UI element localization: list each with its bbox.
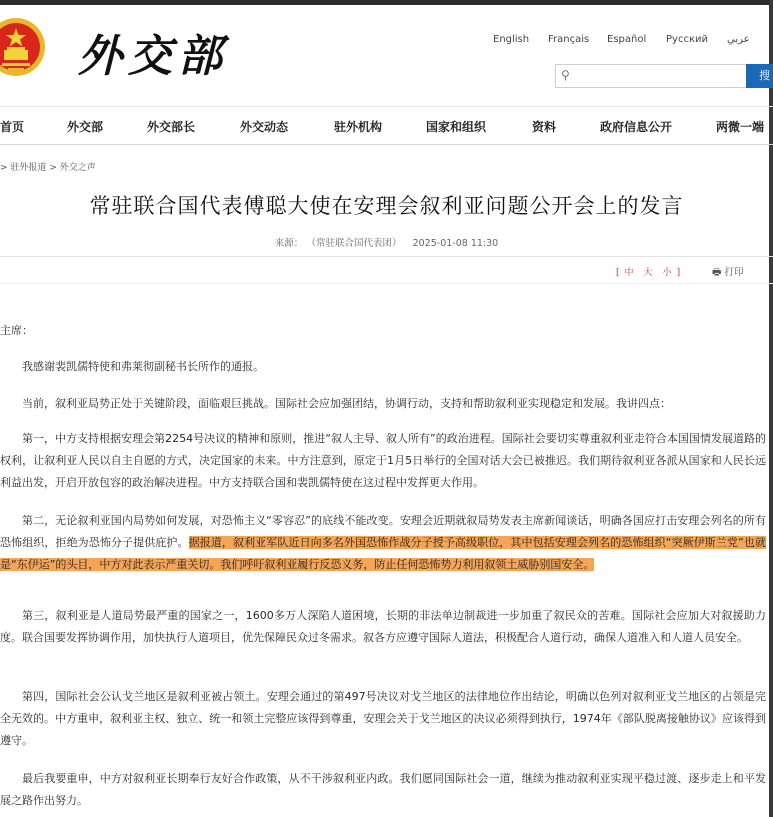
paragraph-text: 第二，无论叙利亚国内局势如何发展，对恐怖主义“零容忍”的底线不能改变。安理会近期就叙局势发表主席新闻谈话，明确各国应打击安理会列名的所有恐怖组织，拒绝为恐怖分子提供庇护。 <box>0 514 766 549</box>
window-edge <box>769 0 773 817</box>
article-paragraph: 第三，叙利亚是人道局势最严重的国家之一，1600多万人深陷人道困境，长期的非法单边制裁进一步加重了叙民众的苦难。国际社会应加大对叙援助力度。联合国要发挥协调作用，加快执行人道项目，优先保障民众过冬需求。叙各方应遵守国际人道法，积极配合人道行动，确保人道准入和人道人员安全。 <box>0 609 766 644</box>
article-paragraph: 第一，中方支持根据安理会第2254号决议的精神和原则，推进“叙人主导、叙人所有”的政治进程。国际社会要切实尊重叙利亚走符合本国国情发展道路的权利，让叙利亚人民以自主自愿的方式，决定国家的未来。中方注意到，原定于1月5日举行的全国对话大会已被推迟。我们期待叙利亚各派从国家和人民长远利益出发，开启开放包容的政治解决进程。中方支持联合国和裴凯儒特使在这过程中发挥更大作用。 <box>0 432 766 489</box>
article-paragraph: 当前，叙利亚局势正处于关键阶段，面临艰巨挑战。国际社会应加强团结，协调行动，支持和帮助叙利亚实现稳定和发展。我讲四点： <box>22 397 671 410</box>
breadcrumb-separator: > <box>0 163 8 173</box>
breadcrumb-item-reports[interactable]: 驻外报道 <box>10 163 47 173</box>
top-border <box>0 0 773 5</box>
nav-item-minister[interactable]: 外交部长 <box>147 120 196 134</box>
search-input[interactable] <box>555 64 747 88</box>
search-icon: ⚲ <box>561 68 570 82</box>
nav-item-ministry[interactable]: 外交部 <box>67 120 104 134</box>
nav-item-news[interactable]: 外交动态 <box>240 120 289 134</box>
article-paragraph: 我感谢裴凯儒特使和弗莱彻副秘书长所作的通报。 <box>22 360 264 373</box>
breadcrumb-separator: > <box>49 163 57 173</box>
nav-item-home[interactable]: 首页 <box>0 120 25 134</box>
article-date: 2025-01-08 11:30 <box>412 238 499 249</box>
printer-icon: 🖶 <box>712 267 722 278</box>
site-logo[interactable]: 外交部 <box>78 31 228 82</box>
nav-item-gov-info[interactable]: 政府信息公开 <box>600 120 673 134</box>
article-paragraph: 主席： <box>0 324 33 337</box>
article-paragraph: 最后我要重申，中方对叙利亚长期奉行友好合作政策，从不干涉叙利亚内政。我们愿同国际社会一道，继续为推动叙利亚实现平稳过渡、逐步走上和平发展之路作出努力。 <box>0 772 766 807</box>
nav-bottom-divider <box>0 144 773 145</box>
search-button[interactable]: 搜 <box>746 64 773 88</box>
breadcrumb <box>0 160 96 173</box>
article-paragraph-highlighted <box>0 510 766 576</box>
nav-item-social[interactable]: 两微一端 <box>716 120 765 134</box>
article-meta <box>0 235 773 249</box>
lang-spanish[interactable]: Español <box>607 34 647 45</box>
article-source: （常驻联合国代表团） <box>311 238 402 249</box>
nav-item-resources[interactable]: 资料 <box>532 120 557 134</box>
highlighted-text: 据报道，叙利亚军队近日向多名外国恐怖作战分子授予高级职位，其中包括安理会列名的恐怖组织“突厥伊斯兰党”也就是“东伊运”的头目，中方对此表示严重关切。我们呼吁叙利亚履行反恐义务，防止任何恐怖势力利用叙领土威胁别国安全。 <box>0 536 766 571</box>
title-divider <box>0 256 773 257</box>
lang-french[interactable]: Français <box>548 34 590 45</box>
source-label: 来源： <box>274 238 304 249</box>
page-title: 常驻联合国代表傅聪大使在安理会叙利亚问题公开会上的发言 <box>89 194 684 218</box>
breadcrumb-item-voice[interactable]: 外交之声 <box>59 163 96 173</box>
print-label: 打印 <box>724 267 744 278</box>
font-size-medium[interactable]: 中 <box>624 268 634 278</box>
article-paragraph: 第四，国际社会公认戈兰地区是叙利亚被占领土。安理会通过的第497号决议对戈兰地区的法律地位作出结论，明确以色列对叙利亚戈兰地区的占领是完全无效的。中方重申，叙利亚主权、独立、统一和领土完整应该得到尊重，安理会关于戈兰地区的决议必须得到执行，1974年《部队脱离接触协议》应该得到遵守。 <box>0 690 766 747</box>
toolbar-divider <box>0 283 773 284</box>
font-size-small[interactable]: 小 <box>662 268 672 278</box>
print-button[interactable] <box>712 264 743 282</box>
lang-arabic[interactable]: عربي <box>727 34 750 45</box>
nav-item-countries[interactable]: 国家和组织 <box>426 120 487 134</box>
font-size-control: [ 中 大 小 ] <box>616 268 681 278</box>
nav-item-missions[interactable]: 驻外机构 <box>334 120 383 134</box>
language-switcher <box>0 34 773 50</box>
lang-russian[interactable]: Русский <box>666 34 708 45</box>
font-size-large[interactable]: 大 <box>643 268 653 278</box>
lang-english[interactable]: English <box>493 34 530 45</box>
nav-divider <box>0 106 773 107</box>
